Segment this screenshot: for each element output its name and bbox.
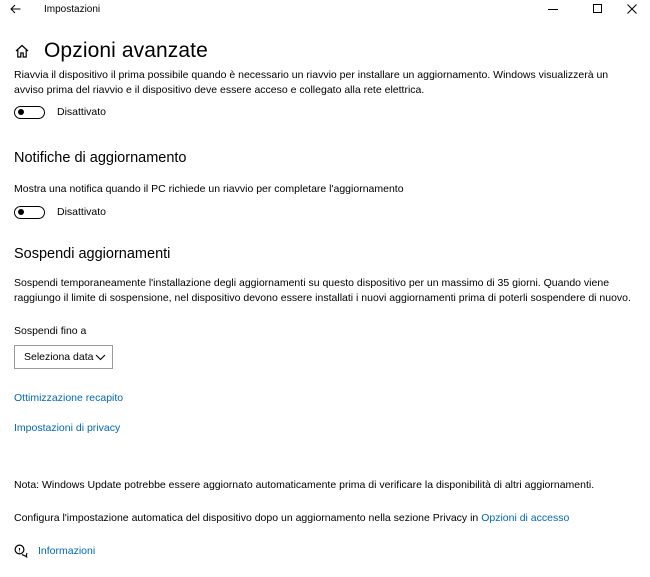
toggle-knob (18, 209, 24, 215)
access-options-link[interactable]: Opzioni di accesso (481, 512, 570, 524)
notifications-toggle[interactable] (14, 206, 45, 219)
restart-toggle-row (14, 104, 106, 120)
notifications-description: Mostra una notifica quando il PC richiede un riavvio per completare l'aggiornamento (14, 183, 404, 195)
back-button[interactable] (4, 1, 26, 19)
toggle-knob (18, 109, 24, 115)
restart-toggle[interactable] (14, 106, 45, 119)
maximize-button[interactable] (581, 0, 615, 20)
restart-description: Riavvia il dispositivo il prima possibile quando è necessario un riavvio per installare un aggiornamento. Windows visualizzerà un avviso prima del riavvio e il dispositivo deve essere acceso e collegato alla rete elettrica. (14, 69, 609, 96)
home-icon[interactable] (14, 43, 30, 59)
info-label: Informazioni (38, 545, 96, 557)
notifications-toggle-label: Disattivato (57, 206, 107, 218)
pause-date-select[interactable] (14, 345, 113, 369)
delivery-optimization-link[interactable]: Ottimizzazione recapito (14, 392, 124, 404)
title-bar (0, 0, 650, 20)
notifications-toggle-row (14, 204, 106, 220)
notifications-title: Notifiche di aggiornamento (14, 150, 187, 166)
arrow-left-icon (10, 1, 21, 19)
minimize-icon (548, 1, 558, 19)
configure-text: Configura l'impostazione automatica del dispositivo dopo un aggiornamento nella sezione Privacy in (14, 512, 479, 524)
window-title: Impostazioni (44, 4, 101, 15)
info-link[interactable] (14, 544, 95, 558)
privacy-settings-link[interactable]: Impostazioni di privacy (14, 422, 121, 434)
maximize-icon (593, 1, 603, 19)
close-icon (627, 1, 637, 19)
restart-toggle-label: Disattivato (57, 106, 107, 118)
close-button[interactable] (615, 0, 649, 20)
chevron-down-icon (95, 348, 106, 366)
pause-until-label: Sospendi fino a (14, 325, 87, 337)
update-note: Nota: Windows Update potrebbe essere aggiornato automaticamente prima di verificare la disponibilità di altri aggiornamenti. (14, 479, 595, 491)
pause-description: Sospendi temporaneamente l'installazione degli aggiornamenti su questo dispositivo per un massimo di 35 giorni. Quando viene raggiungo il limite di sospensione, nel dispositivo devono essere installati i nuovi aggiornamenti prima di poterli sospendere di nuovo. (14, 277, 631, 304)
select-value: Seleziona data (24, 351, 94, 363)
page-header (14, 38, 208, 64)
minimize-button[interactable] (536, 0, 570, 20)
page-title: Opzioni avanzate (44, 39, 208, 62)
pause-title: Sospendi aggiornamenti (14, 246, 171, 262)
chat-help-icon (14, 544, 28, 558)
configure-note (14, 511, 634, 526)
